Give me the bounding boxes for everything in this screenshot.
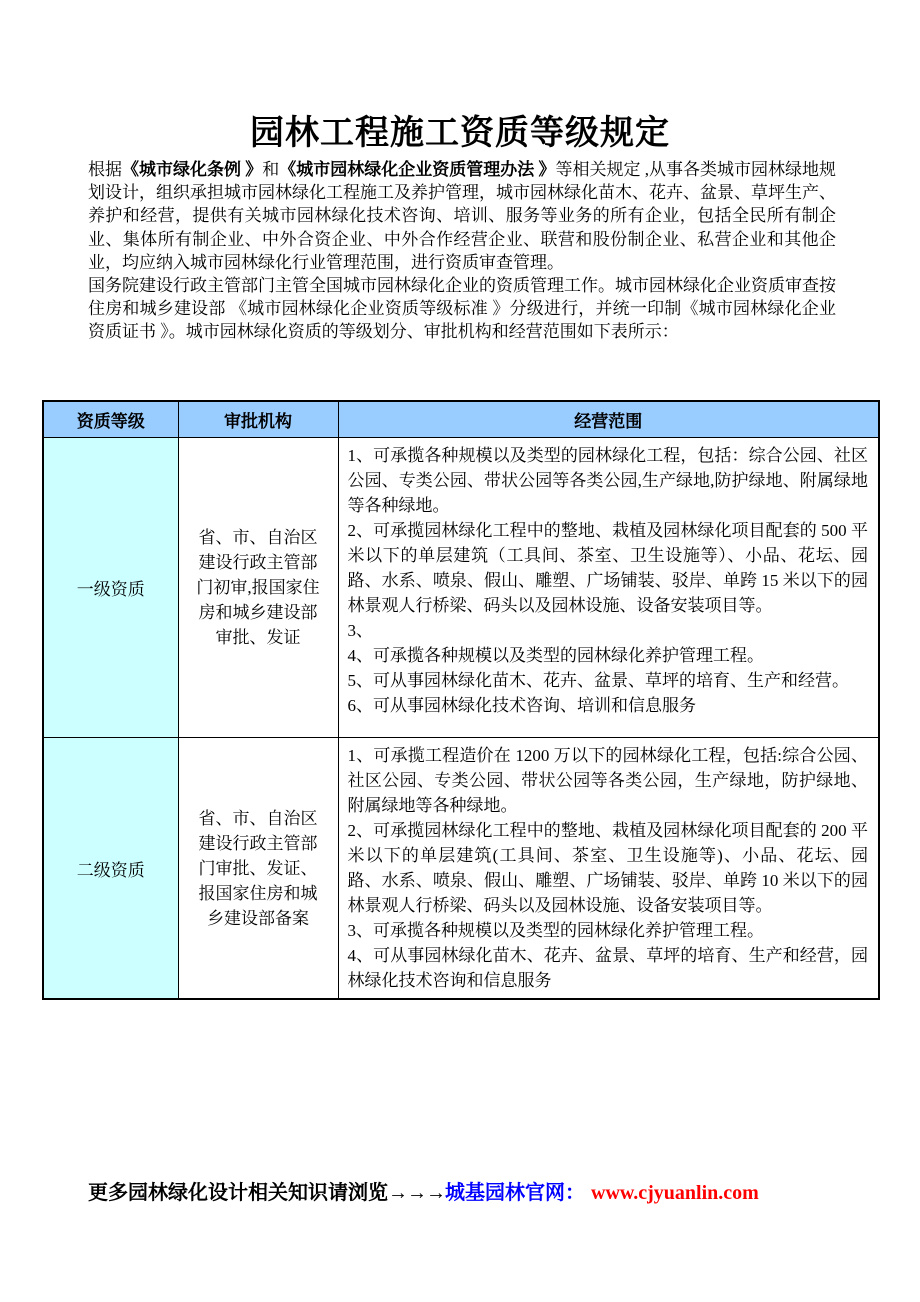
- intro-p1-seg2: 和: [262, 160, 280, 179]
- scope-item: 2、可承揽园林绿化工程中的整地、栽植及园林绿化项目配套的 200 平米以下的单层建筑(工具间、茶室、卫生设施等)、小品、花坛、园路、水系、喷泉、假山、雕塑、广场铺装、驳岸、单跨 10 米以下的园林景观人行桥梁、码头以及园林设施、设备安装项目等。: [347, 821, 868, 915]
- scope-item: 4、可承揽各种规模以及类型的园林绿化养护管理工程。: [347, 646, 764, 665]
- table-row-level-1: [43, 438, 879, 738]
- regulation-title-2: 《城市园林绿化企业资质管理办法 》: [279, 160, 556, 179]
- header-qualification-level: 资质等级: [43, 401, 178, 438]
- intro-p1-seg1: 根据: [88, 160, 122, 179]
- footer-text: 更多园林绿化设计相关知识请浏览: [88, 1182, 388, 1204]
- site-url-link[interactable]: www.cjyuanlin.com: [591, 1182, 759, 1204]
- table-header-row: [43, 401, 879, 438]
- table-row-level-2: [43, 738, 879, 1000]
- scope-item: 4、可从事园林绿化苗木、花卉、盆景、草坪的培育、生产和经营，园林绿化技术咨询和信息服务: [347, 946, 868, 990]
- site-link-label[interactable]: 城基园林官网：: [445, 1182, 585, 1204]
- footer-promo: [88, 1176, 759, 1205]
- level-2-cell: 二级资质: [43, 738, 178, 1000]
- level-2-scope-cell: [338, 738, 879, 1000]
- scope-item: 6、可从事园林绿化技术咨询、培训和信息服务: [347, 696, 696, 715]
- intro-paragraph-2: 国务院建设行政主管部门主管全国城市园林绿化企业的资质管理工作。城市园林绿化企业资质审查按住房和城乡建设部 《城市园林绿化企业资质等级标准 》分级进行，并统一印制《城市园林绿化企业资质证书 》。城市园林绿化资质的等级划分、审批机构和经营范围如下表所示：: [88, 276, 836, 342]
- intro-paragraph-1: [88, 158, 836, 274]
- header-approval-authority: 审批机构: [178, 401, 338, 438]
- header-business-scope: 经营范围: [338, 401, 879, 438]
- scope-item: 1、可承揽各种规模以及类型的园林绿化工程，包括：综合公园、社区公园、专类公园、带状公园等各类公园,生产绿地,防护绿地、附属绿地等各种绿地。: [347, 446, 868, 515]
- qualification-table: [42, 400, 880, 1000]
- regulation-title-1: 《城市绿化条例 》: [122, 160, 263, 179]
- level-1-cell: 一级资质: [43, 438, 178, 738]
- intro-p1-seg3: 等相关规定 ,从事各类城市园林绿地规划设计，组织承担城市园林绿化工程施工及养护管理，城市园林绿化苗木、花卉、盆景、草坪生产、养护和经营，提供有关城市园林绿化技术咨询、培训、服务等业务的所有企业，包括全民所有制企业、集体所有制企业、中外合资企业、中外合作经营企业、联营和股份制企业、私营企业和其他企业，均应纳入城市园林绿化行业管理范围，进行资质审查管理。: [88, 160, 836, 272]
- arrow-icons: →→→: [388, 1182, 445, 1204]
- page-title: 园林工程施工资质等级规定: [250, 114, 670, 152]
- level-1-authority-cell: 省、市、自治区建设行政主管部门初审,报国家住房和城乡建设部审批、发证: [178, 438, 338, 738]
- scope-item: 3、可承揽各种规模以及类型的园林绿化养护管理工程。: [347, 921, 764, 940]
- scope-item: 2、可承揽园林绿化工程中的整地、栽植及园林绿化项目配套的 500 平米以下的单层建筑（工具间、茶室、卫生设施等）、小品、花坛、园路、水系、喷泉、假山、雕塑、广场铺装、驳岸、单跨 15 米以下的园林景观人行桥梁、码头以及园林设施、设备安装项目等。: [347, 521, 868, 615]
- scope-item: 5、可从事园林绿化苗木、花卉、盆景、草坪的培育、生产和经营。: [347, 671, 849, 690]
- scope-item: 3、: [347, 621, 373, 640]
- scope-item: 1、可承揽工程造价在 1200 万以下的园林绿化工程，包括:综合公园、社区公园、专类公园、带状公园等各类公园，生产绿地，防护绿地、附属绿地等各种绿地。: [347, 746, 868, 815]
- level-1-scope-cell: [338, 438, 879, 738]
- level-2-authority-cell: 省、市、自治区建设行政主管部门审批、发证、报国家住房和城乡建设部备案: [178, 738, 338, 1000]
- intro-text: [88, 158, 836, 344]
